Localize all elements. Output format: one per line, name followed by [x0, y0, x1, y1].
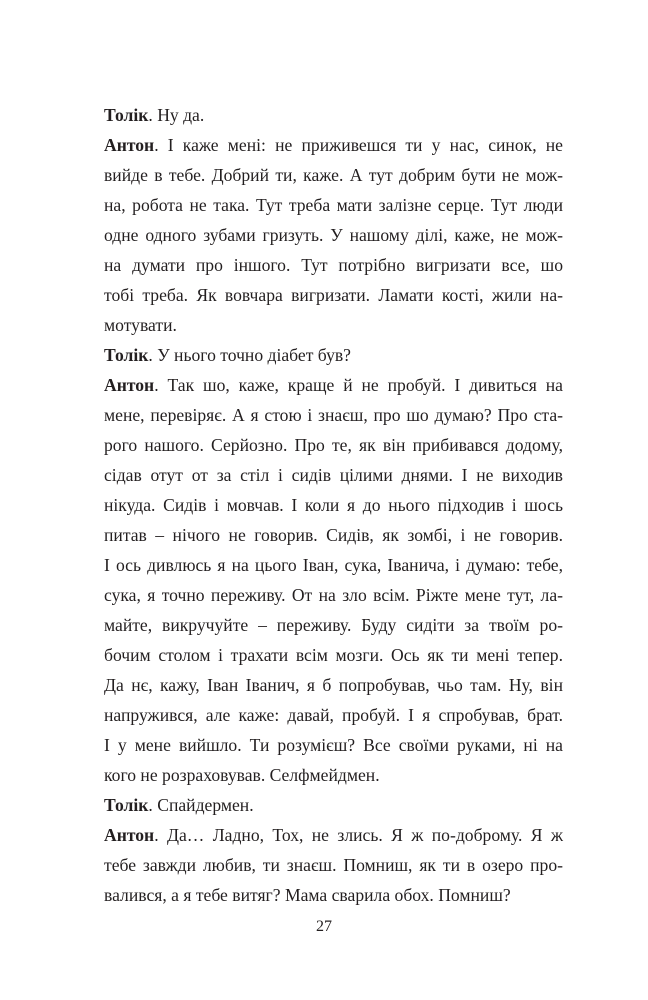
dialogue-paragraph	[104, 790, 563, 820]
text-line: питав – нічого не говорив. Сидів, як зомбі, і не говорив.	[104, 525, 563, 545]
speaker-name: Толік	[104, 105, 149, 125]
text-line	[104, 790, 563, 820]
text-line: напружився, але каже: давай, пробуй. І я спробував, брат.	[104, 705, 563, 725]
text-line	[104, 130, 563, 160]
dialogue-paragraph	[104, 820, 563, 910]
dialogue-paragraph	[104, 340, 563, 370]
speaker-name: Толік	[104, 795, 149, 815]
text-line: майте, викручуйте – переживу. Буду сидіти за твоїм ро-	[104, 615, 563, 635]
line-text: . У нього точно діабет був?	[148, 345, 351, 365]
text-line: рого нашого. Серйозно. Про те, як він прибивався додому,	[104, 435, 563, 455]
text-line: І ось дивлюсь я на цього Іван, сука, Іванича, і думаю: тебе,	[104, 555, 563, 575]
text-line: бочим столом і трахати всім мозги. Ось як ти мені тепер.	[104, 645, 563, 665]
text-line	[104, 370, 563, 400]
text-line: тобі треба. Як вовчара вигризати. Ламати кості, жили на-	[104, 285, 563, 305]
text-line: сідав отут от за стіл і сидів цілими днями. І не виходив	[104, 465, 563, 485]
text-line: тебе завжди любив, ти знаєш. Помниш, як ти в озеро про-	[104, 855, 563, 875]
text-line: Да нє, кажу, Іван Іванич, я б попробував, чьо там. Ну, він	[104, 675, 563, 695]
line-text: . Ну да.	[148, 105, 205, 125]
text-line	[104, 820, 563, 850]
text-line: нікуда. Сидів і мовчав. І коли я до нього підходив і шось	[104, 495, 563, 515]
dialogue-paragraph	[104, 130, 563, 340]
dialogue-paragraph	[104, 100, 563, 130]
line-text: . Да… Ладно, Тох, не злись. Я ж по-доброму. Я ж	[154, 825, 563, 845]
text-line: І у мене вийшло. Ти розумієш? Все своїми руками, ні на	[104, 735, 563, 755]
text-line: кого не розраховував. Селфмейдмен.	[104, 765, 380, 785]
dialogue-paragraph	[104, 370, 563, 790]
line-text: . І каже мені: не приживешся ти у нас, синок, не	[154, 135, 563, 155]
text-line: на, робота не така. Тут треба мати залізне серце. Тут люди	[104, 195, 563, 215]
speaker-name: Толік	[104, 345, 149, 365]
text-line	[104, 100, 563, 130]
page-number: 27	[316, 918, 332, 935]
text-line: вийде в тебе. Добрий ти, каже. А тут добрим бути не мож-	[104, 165, 563, 185]
dialogue-text	[104, 100, 563, 910]
text-line: мотувати.	[104, 315, 177, 335]
line-text: . Спайдермен.	[148, 795, 254, 815]
speaker-name: Антон	[104, 375, 155, 395]
speaker-name: Антон	[104, 135, 155, 155]
speaker-name: Антон	[104, 825, 155, 845]
line-text: . Так шо, каже, краще й не пробуй. І дивиться на	[154, 375, 563, 395]
text-line: сука, я точно переживу. От на зло всім. Ріжте мене тут, ла-	[104, 585, 563, 605]
text-line: валився, а я тебе витяг? Мама сварила обох. Помниш?	[104, 885, 511, 905]
text-line: одне одного зубами гризуть. У нашому ділі, каже, не мож-	[104, 225, 563, 245]
text-line	[104, 340, 563, 370]
text-line: на думати про іншого. Тут потрібно вигризати все, шо	[104, 255, 563, 275]
text-line: мене, перевіряє. А я стою і знаєш, про шо думаю? Про ста-	[104, 405, 563, 425]
